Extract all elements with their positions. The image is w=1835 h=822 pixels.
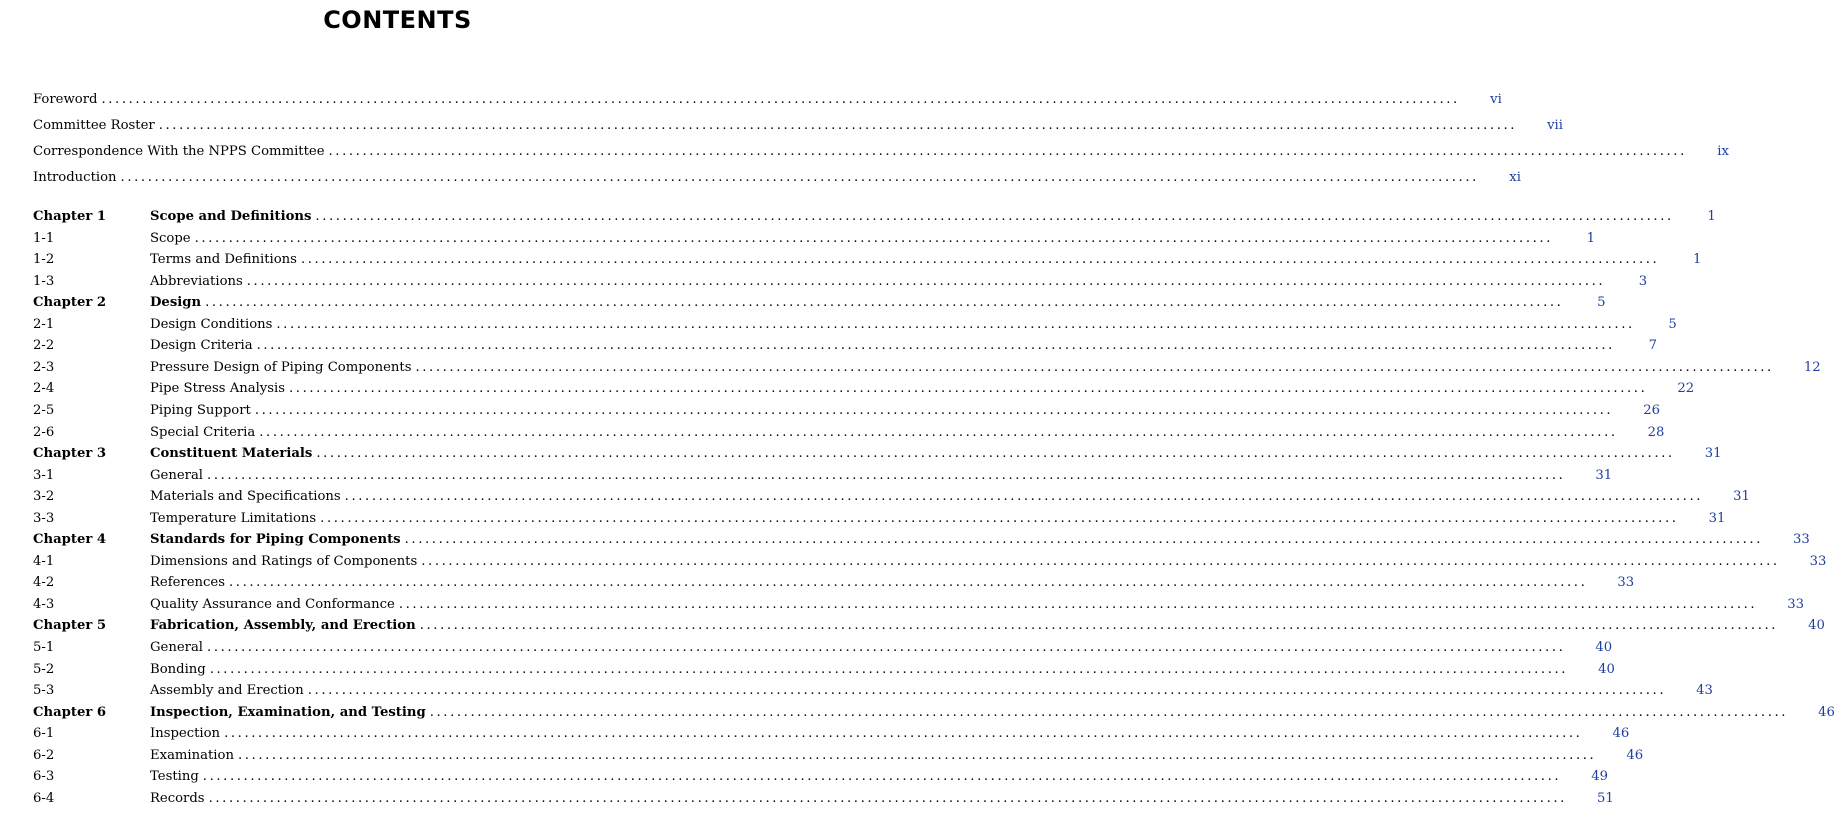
- toc-entry[interactable]: [33, 315, 1677, 335]
- entry-title: Piping Support: [150, 402, 251, 418]
- section-number: 5-3: [33, 683, 55, 699]
- dot-leader: ........................................................................................................................................................................................................: [320, 510, 1679, 526]
- section-number: 1-1: [33, 230, 55, 246]
- dot-leader: ........................................................................................................................................................................................................: [415, 359, 1774, 375]
- dot-leader: ........................................................................................................................................................................................................: [158, 118, 1518, 133]
- entry-title: General: [150, 640, 204, 655]
- dot-leader: ........................................................................................................................................................................................................: [429, 704, 1789, 720]
- toc-entry[interactable]: [33, 250, 1702, 270]
- section-number: 2-5: [33, 402, 55, 418]
- entry-title: Examination: [150, 747, 234, 763]
- chapter-number: Chapter 5: [33, 618, 107, 634]
- dot-leader: ........................................................................................................................................................................................................: [208, 790, 1567, 806]
- dot-leader: ........................................................................................................................................................................................................: [316, 446, 1675, 462]
- dot-leader: ........................................................................................................................................................................................................: [207, 467, 1566, 483]
- dot-leader: ........................................................................................................................................................................................................: [289, 381, 1648, 397]
- dot-leader: ........................................................................................................................................................................................................: [194, 230, 1553, 246]
- section-number: 4-1: [33, 553, 55, 569]
- toc-front-matter-entry[interactable]: [33, 168, 1521, 188]
- section-number: 5-2: [33, 661, 55, 677]
- toc-entry[interactable]: [33, 638, 1613, 658]
- toc-entry[interactable]: [33, 573, 1635, 593]
- entry-title: Pipe Stress Analysis: [150, 381, 285, 397]
- dot-leader: ........................................................................................................................................................................................................: [259, 424, 1618, 440]
- toc-entry[interactable]: [33, 681, 1713, 701]
- chapter-title: Scope and Definitions: [150, 209, 312, 224]
- section-number: 2-3: [33, 359, 55, 375]
- toc-entry[interactable]: [33, 293, 1606, 313]
- dot-leader: ........................................................................................................................................................................................................: [246, 273, 1606, 289]
- page-number-link[interactable]: 28: [1647, 424, 1665, 440]
- toc-entry[interactable]: [33, 466, 1613, 486]
- section-number: 2-2: [33, 338, 55, 354]
- entry-title: Terms and Definitions: [150, 252, 297, 268]
- page-number-link[interactable]: 1: [1707, 209, 1716, 224]
- entry-title: Design Criteria: [150, 338, 253, 354]
- entry-title: Design Conditions: [150, 316, 273, 332]
- toc-entry[interactable]: [33, 660, 1615, 680]
- section-number: 6-2: [33, 747, 55, 763]
- page-number-link[interactable]: 33: [1793, 532, 1810, 548]
- toc-front-matter-entry[interactable]: [33, 116, 1563, 136]
- page-number-link[interactable]: 1: [1692, 252, 1702, 268]
- dot-leader: ........................................................................................................................................................................................................: [307, 683, 1667, 699]
- section-number: 6-4: [33, 790, 55, 806]
- section-number: 2-4: [33, 381, 55, 397]
- page-number-link[interactable]: 5: [1597, 295, 1606, 311]
- page-number-link[interactable]: 1: [1586, 230, 1595, 246]
- entry-title: Foreword: [33, 92, 98, 107]
- dot-leader: ........................................................................................................................................................................................................: [344, 489, 1704, 505]
- page-number-link[interactable]: 12: [1803, 359, 1821, 375]
- toc-entry[interactable]: [33, 724, 1630, 744]
- entry-title: Abbreviations: [150, 273, 243, 289]
- toc-entry[interactable]: [33, 552, 1827, 572]
- page-number-link[interactable]: 22: [1677, 381, 1695, 397]
- page-number-link[interactable]: 49: [1591, 769, 1608, 785]
- page-number-link[interactable]: 46: [1612, 726, 1630, 742]
- page-number-link[interactable]: 26: [1643, 402, 1661, 418]
- entry-title: Temperature Limitations: [150, 510, 317, 526]
- dot-leader: ........................................................................................................................................................................................................: [300, 252, 1660, 268]
- page-number-link[interactable]: 46: [1818, 704, 1835, 720]
- entry-title: Scope: [150, 230, 191, 246]
- toc-entry[interactable]: [33, 616, 1825, 636]
- page-number-link[interactable]: 31: [1708, 510, 1726, 526]
- entry-title: Quality Assurance and Conformance: [150, 596, 395, 612]
- toc-entry[interactable]: [33, 703, 1835, 723]
- section-number: 6-3: [33, 769, 55, 785]
- chapter-title: Inspection, Examination, and Testing: [150, 704, 426, 720]
- toc-entry[interactable]: [33, 487, 1750, 507]
- entry-title: Records: [150, 790, 205, 806]
- toc-entry[interactable]: [33, 789, 1614, 809]
- page-number-link[interactable]: 31: [1733, 489, 1750, 505]
- dot-leader: ........................................................................................................................................................................................................: [228, 575, 1588, 591]
- dot-leader: ........................................................................................................................................................................................................: [398, 596, 1758, 612]
- toc-entry[interactable]: [33, 530, 1810, 550]
- chapter-number: Chapter 4: [33, 532, 107, 548]
- section-number: 4-3: [33, 596, 55, 612]
- page-number-link[interactable]: 33: [1787, 596, 1804, 612]
- page-number-link[interactable]: ix: [1717, 144, 1729, 159]
- chapter-title: Fabrication, Assembly, and Erection: [150, 618, 416, 634]
- entry-title: Assembly and Erection: [150, 683, 304, 699]
- page-number-link[interactable]: 3: [1638, 273, 1648, 289]
- dot-leader: ........................................................................................................................................................................................................: [404, 532, 1763, 548]
- toc-entry[interactable]: [33, 207, 1716, 227]
- page-number-link[interactable]: 33: [1617, 575, 1635, 591]
- dot-leader: ........................................................................................................................................................................................................: [101, 92, 1460, 107]
- toc-entry[interactable]: [33, 272, 1648, 292]
- dot-leader: ........................................................................................................................................................................................................: [276, 316, 1635, 332]
- page-number-link[interactable]: 40: [1595, 640, 1613, 655]
- entry-title: Special Criteria: [150, 424, 256, 440]
- toc-entry[interactable]: [33, 509, 1726, 529]
- page-number-link[interactable]: 51: [1596, 790, 1614, 806]
- dot-leader: ........................................................................................................................................................................................................: [256, 338, 1615, 354]
- dot-leader: ........................................................................................................................................................................................................: [207, 640, 1566, 655]
- page-number-link[interactable]: 40: [1598, 661, 1615, 677]
- page-number-link[interactable]: 33: [1809, 553, 1827, 569]
- page-number-link[interactable]: 40: [1808, 618, 1825, 634]
- toc-front-matter-entry[interactable]: [33, 90, 1502, 110]
- page-number-link[interactable]: vii: [1547, 118, 1563, 133]
- toc-entry[interactable]: [33, 229, 1595, 249]
- toc-entry[interactable]: [33, 746, 1644, 766]
- dot-leader: ........................................................................................................................................................................................................: [202, 769, 1562, 785]
- entry-title: Introduction: [33, 170, 117, 185]
- entry-title: Correspondence With the NPPS Committee: [33, 144, 325, 159]
- dot-leader: ........................................................................................................................................................................................................: [205, 295, 1564, 311]
- entry-title: General: [150, 467, 204, 483]
- entry-title: Materials and Specifications: [150, 489, 341, 505]
- chapter-title: Standards for Piping Components: [150, 532, 401, 548]
- page-number-link[interactable]: 5: [1668, 316, 1677, 332]
- section-number: 5-1: [33, 640, 55, 655]
- toc-entry[interactable]: [33, 401, 1661, 421]
- section-number: 1-2: [33, 252, 55, 268]
- dot-leader: ........................................................................................................................................................................................................: [419, 618, 1779, 634]
- section-number: 3-3: [33, 510, 55, 526]
- entry-title: References: [150, 575, 225, 591]
- section-number: 4-2: [33, 575, 55, 591]
- toc-entry[interactable]: [33, 379, 1695, 399]
- chapter-number: Chapter 6: [33, 704, 107, 720]
- dot-leader: ........................................................................................................................................................................................................: [209, 661, 1569, 677]
- chapter-title: Design: [150, 295, 202, 311]
- page-title: CONTENTS: [323, 6, 472, 34]
- dot-leader: ........................................................................................................................................................................................................: [120, 170, 1479, 185]
- toc-entry[interactable]: [33, 595, 1804, 615]
- page-number-link[interactable]: 43: [1696, 683, 1713, 699]
- page-number-link[interactable]: vi: [1490, 92, 1502, 107]
- entry-title: Testing: [150, 769, 199, 785]
- chapter-number: Chapter 2: [33, 295, 107, 311]
- page-number-link[interactable]: 31: [1595, 467, 1613, 483]
- section-number: 2-1: [33, 316, 55, 332]
- toc-entry[interactable]: [33, 336, 1657, 356]
- page-number-link[interactable]: 46: [1626, 747, 1644, 763]
- section-number: 6-1: [33, 726, 55, 742]
- section-number: 3-2: [33, 489, 55, 505]
- dot-leader: ........................................................................................................................................................................................................: [237, 747, 1597, 763]
- dot-leader: ........................................................................................................................................................................................................: [328, 144, 1687, 159]
- toc-entry[interactable]: [33, 358, 1821, 378]
- entry-title: Inspection: [150, 726, 221, 742]
- chapter-title: Constituent Materials: [150, 446, 313, 462]
- page-number-link[interactable]: 7: [1648, 338, 1657, 354]
- dot-leader: ........................................................................................................................................................................................................: [224, 726, 1583, 742]
- page-number-link[interactable]: xi: [1509, 170, 1521, 185]
- entry-title: Bonding: [150, 661, 206, 677]
- toc-entry[interactable]: [33, 423, 1665, 443]
- section-number: 3-1: [33, 467, 55, 483]
- section-number: 2-6: [33, 424, 55, 440]
- toc-front-matter-entry[interactable]: [33, 142, 1729, 162]
- dot-leader: ........................................................................................................................................................................................................: [254, 402, 1614, 418]
- entry-title: Pressure Design of Piping Components: [150, 359, 412, 375]
- chapter-number: Chapter 3: [33, 446, 107, 462]
- toc-entry[interactable]: [33, 444, 1722, 464]
- dot-leader: ........................................................................................................................................................................................................: [421, 553, 1780, 569]
- dot-leader: ........................................................................................................................................................................................................: [315, 209, 1674, 224]
- section-number: 1-3: [33, 273, 55, 289]
- chapter-number: Chapter 1: [33, 209, 107, 224]
- entry-title: Dimensions and Ratings of Components: [150, 553, 418, 569]
- entry-title: Committee Roster: [33, 118, 155, 133]
- toc-entry[interactable]: [33, 767, 1608, 787]
- page-number-link[interactable]: 31: [1704, 446, 1722, 462]
